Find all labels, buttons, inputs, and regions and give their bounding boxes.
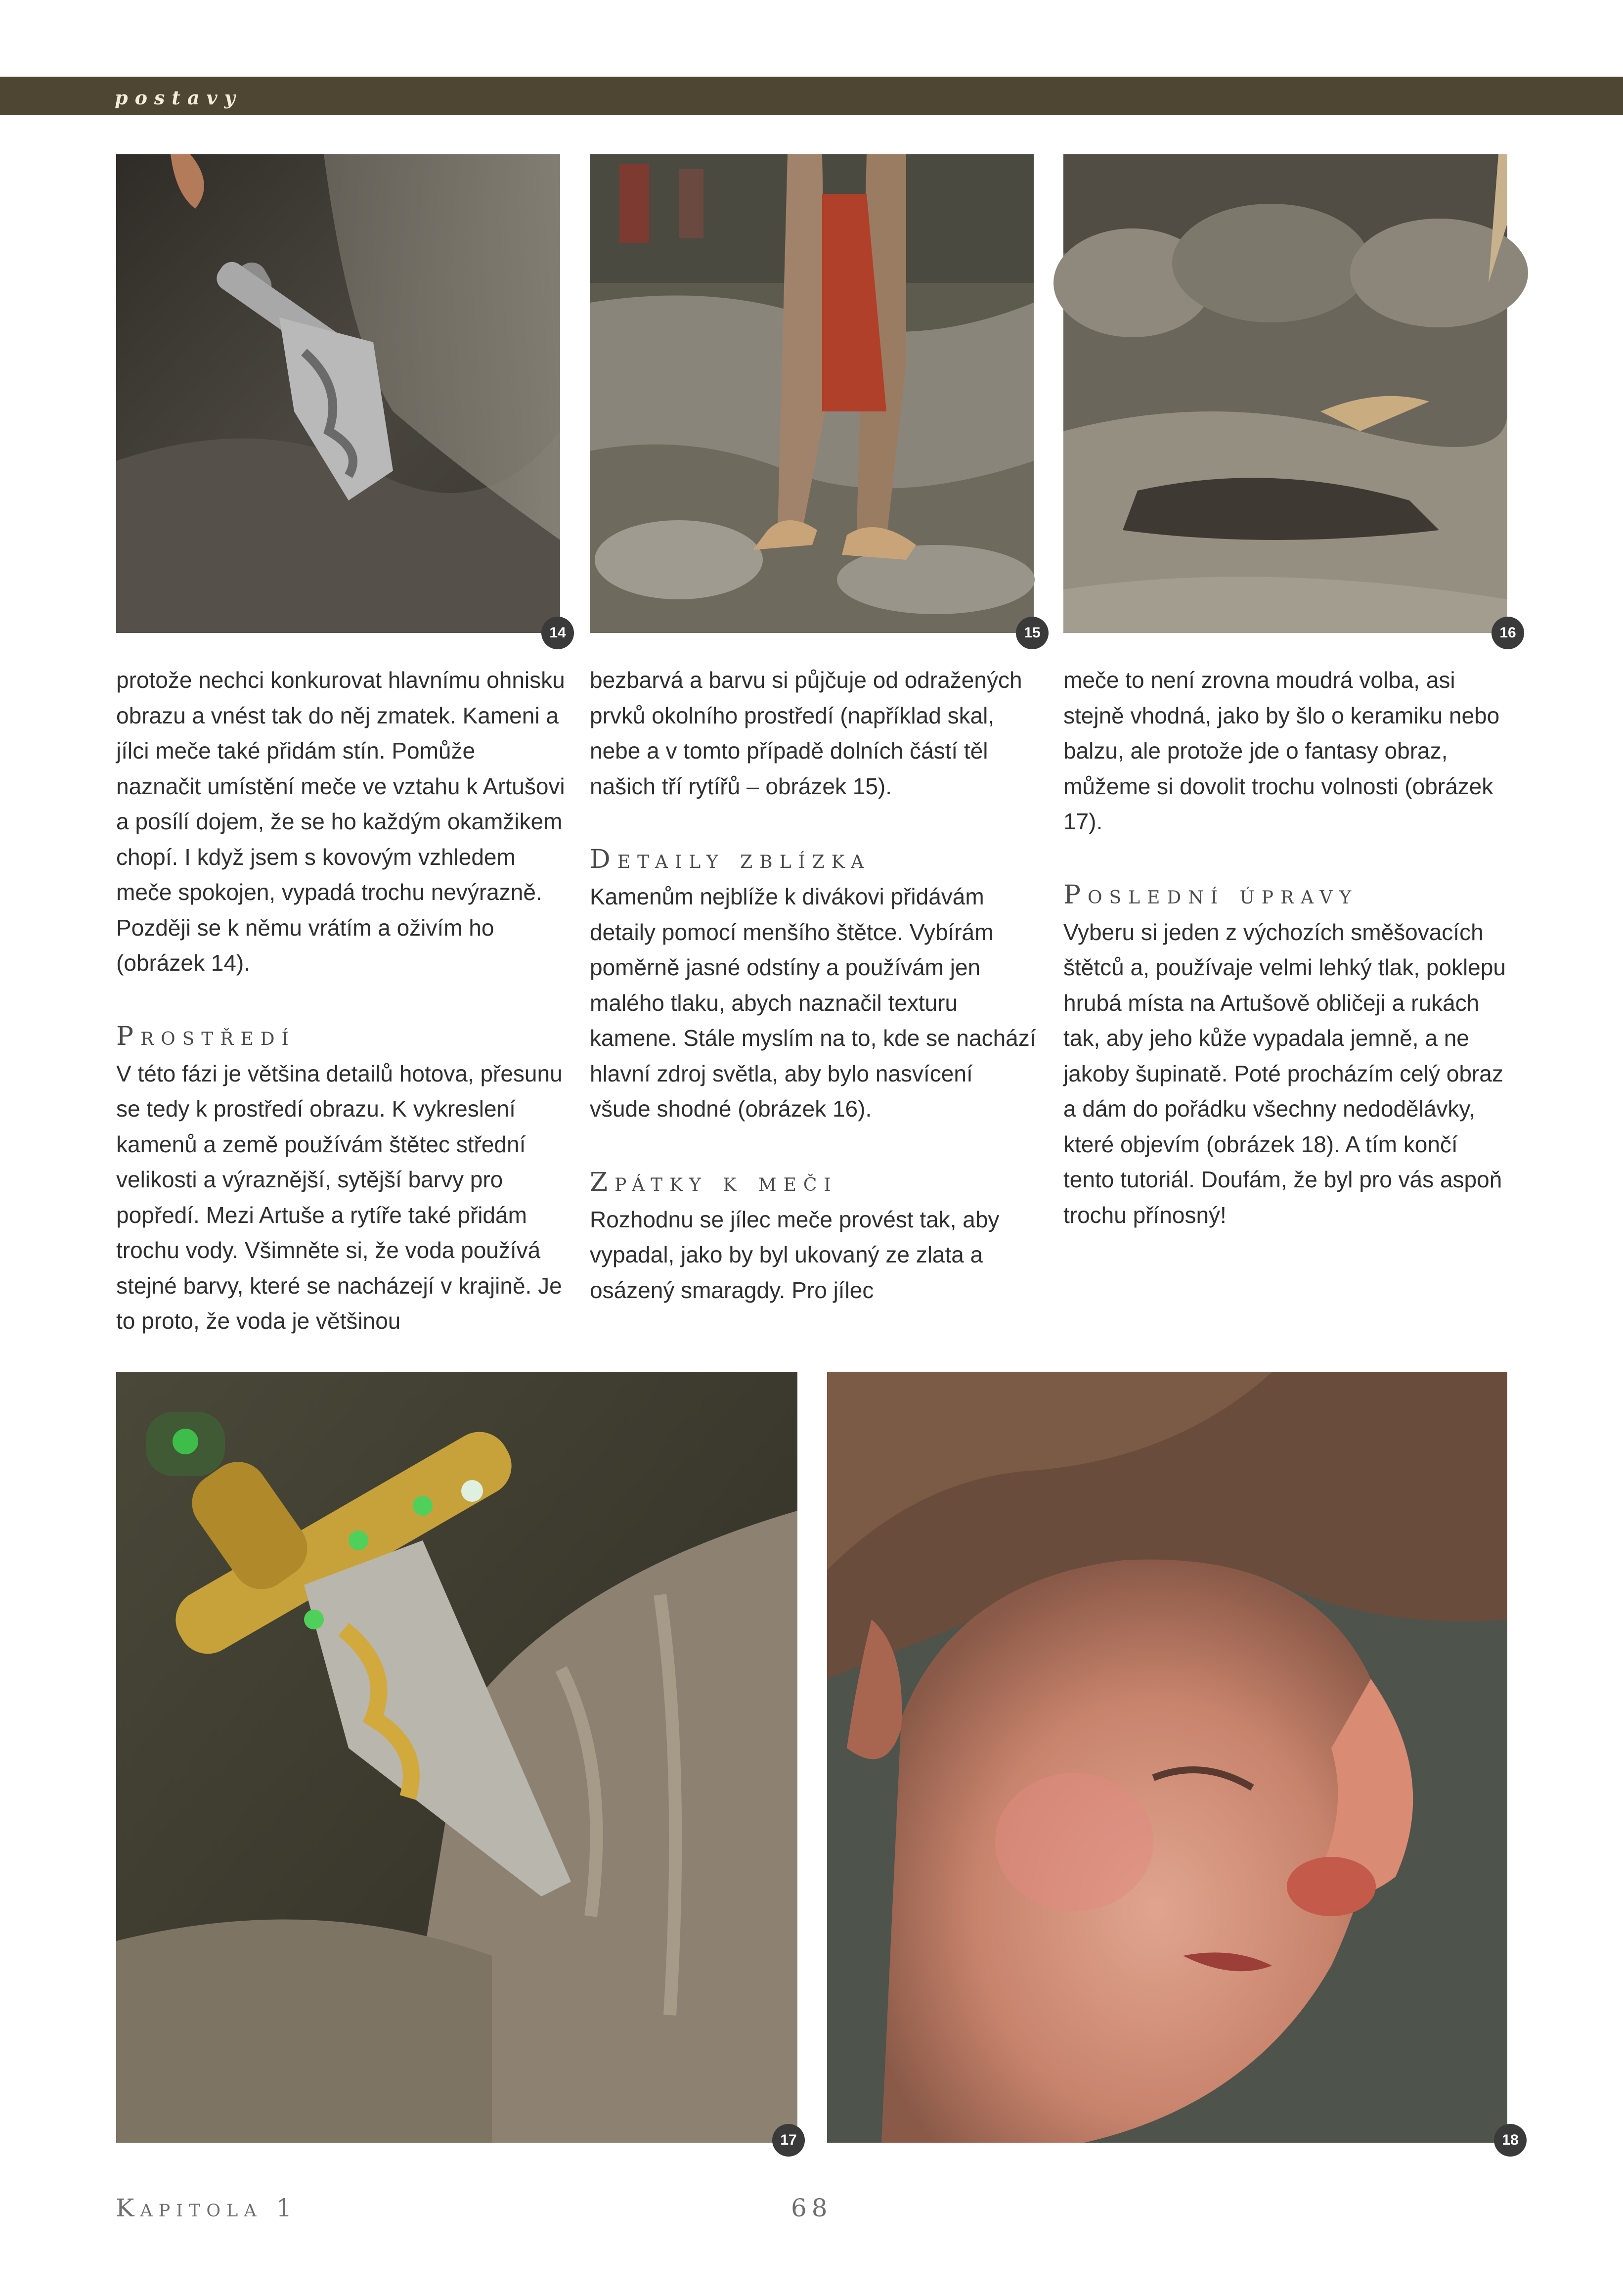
figure-16-number-badge: 16: [1491, 617, 1524, 649]
figure-15-image: [590, 154, 1041, 641]
paragraph: bezbarvá a barvu si půjčuje od odražených prvků okolního prostředí (například skal, nebe a v tomto případě dolních částí těl našich tří rytířů – obrázek 15).: [590, 667, 1022, 799]
section-heading-detaily-zblizka: Detaily zblízka: [590, 845, 871, 874]
paragraph: Rozhodnu se jílec meče provést tak, aby vypadal, jako by byl ukovaný ze zlata a osázený smaragdy. Pro jílec: [590, 1206, 1000, 1303]
chapter-label: Kapitola 1: [116, 2194, 298, 2222]
section-heading-zpatky-k-meci: Zpátky k meči: [590, 1167, 838, 1197]
paragraph: meče to není zrovna moudrá volba, asi stejně vhodná, jako by šlo o keramiku nebo balzu, ale protože jde o fantasy obraz, můžeme si dovolit trochu volnosti (obrázek 17).: [1063, 667, 1500, 834]
paragraph: V této fázi je většina detailů hotova, přesunu se tedy k prostředí obrazu. K vykreslení kamenů a země používám štětec střední velikosti a výraznější, sytější barvy pro popředí. Mezi Artuše a rytíře také přidám trochu vody. Všimněte si, že voda používá stejné barvy, které se nacházejí v krajině. Je to proto, že voda je většinou: [116, 1060, 563, 1334]
text-column-3: [1063, 663, 1513, 1233]
paragraph: protože nechci konkurovat hlavnímu ohnisku obrazu a vnést tak do něj zmatek. Kameni a jílci meče také přidám stín. Pomůže naznačit umístění meče ve vztahu k Artušovi a posílí dojem, že se ho každým okamžikem chopí. I když jsem s kovovým vzhledem meče spokojen, vypadá trochu nevýrazně. Později se k němu vrátím a oživím ho (obrázek 14).: [116, 667, 565, 976]
figure-18-number-badge: 18: [1494, 2124, 1527, 2157]
section-heading-prostredi: Prostředí: [116, 1021, 296, 1051]
paragraph: Vyberu si jeden z výchozích směšovacích štětců a, používaje velmi lehký tlak, poklepu hrubá místa na Artušově obličeji a rukách tak, aby jeho kůže vypadala jemně, a ne jakoby šupinatě. Poté procházím celý obraz a dám do pořádku všechny nedodělávky, které objevím (obrázek 18). A tím končí tento tutoriál. Doufám, že byl pro vás aspoň trochu přínosný!: [1063, 919, 1506, 1228]
text-column-2: [590, 663, 1040, 1308]
figure-14-number-badge: 14: [541, 617, 574, 649]
section-heading-posledni-upravy: Poslední úpravy: [1063, 880, 1359, 910]
page-number: 68: [791, 2194, 833, 2222]
figure-17-number-badge: 17: [772, 2124, 805, 2157]
text-column-1: [116, 663, 566, 1339]
figure-14-image: [116, 154, 566, 641]
section-header-bar: [0, 77, 1623, 115]
figure-18-image: [827, 1372, 1519, 2148]
paragraph: Kamenům nejblíže k divákovi přidávám detaily pomocí menšího štětce. Vybírám poměrně jasné odstíny a používám jen malého tlaku, abych naznačil texturu kamene. Stále myslím na to, kde se nachází hlavní zdroj světla, aby bylo nasvícení všude shodné (obrázek 16).: [590, 884, 1036, 1122]
figure-15-number-badge: 15: [1016, 617, 1049, 649]
figure-17-image: [116, 1372, 797, 2148]
section-label: postavy: [115, 87, 242, 109]
figure-16-image: [1063, 154, 1516, 641]
